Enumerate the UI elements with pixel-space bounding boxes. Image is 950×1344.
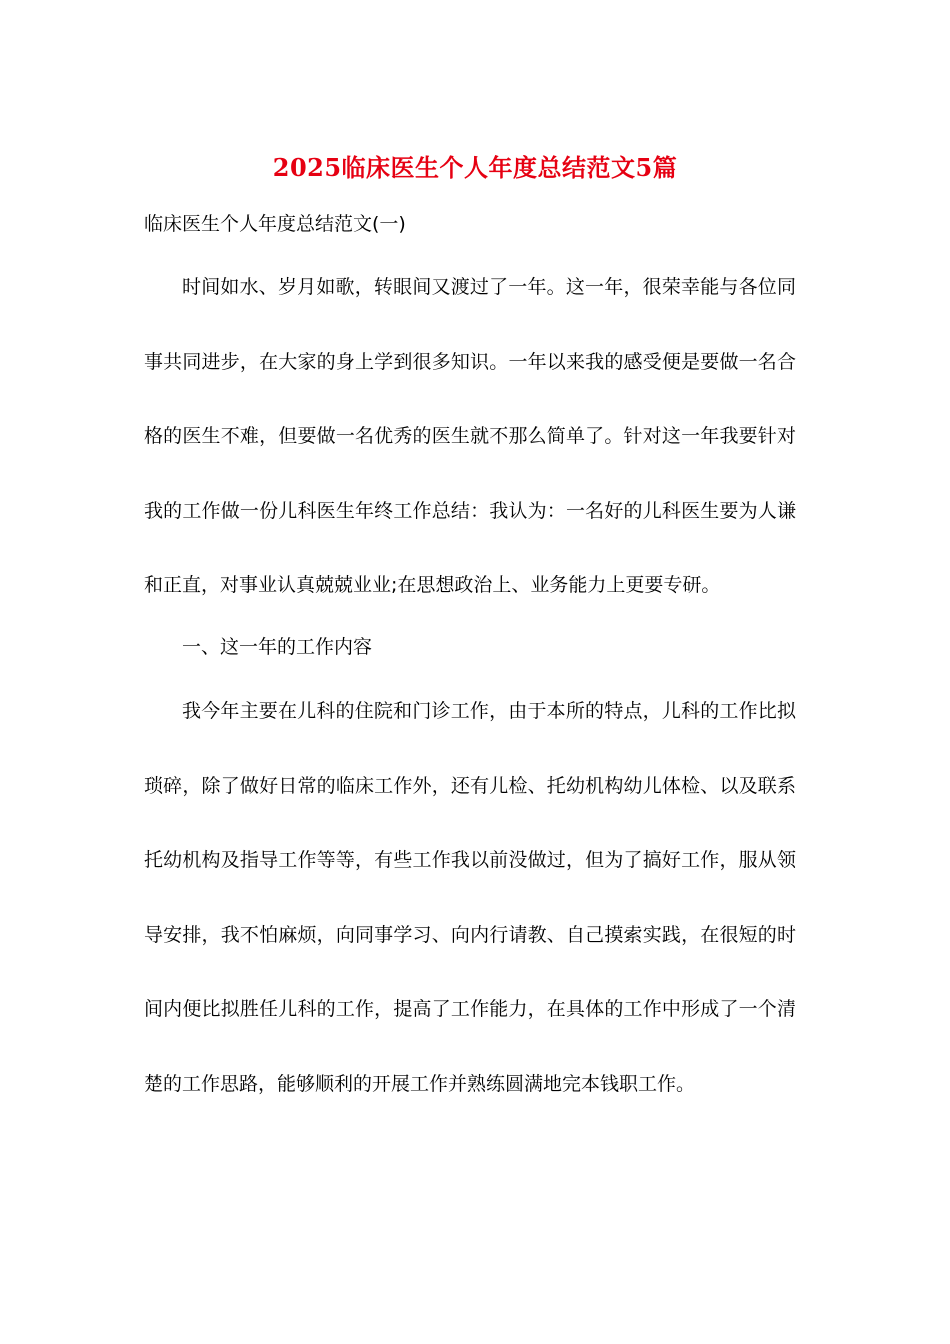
document-title: 2025临床医生个人年度总结范文5篇 [272,153,678,182]
paragraph-intro: 时间如水、岁月如歌，转眼间又渡过了一年。这一年，很荣幸能与各位同事共同进步，在大家的身上学到很多知识。一年以来我的感受便是要做一名合格的医生不难，但要做一名优秀的医生就不那么简单了。针对这一年我要针对我的工作做一份儿科医生年终工作总结：我认为：一名好的儿科医生要为人谦和正直，对事业认真兢兢业业;在思想政治上、业务能力上更要专研。 [144,276,796,596]
paragraph-work-content: 我今年主要在儿科的住院和门诊工作，由于本所的特点，儿科的工作比拟琐碎，除了做好日常的临床工作外，还有儿检、托幼机构幼儿体检、以及联系托幼机构及指导工作等等，有些工作我以前没做过，但为了搞好工作，服从领导安排，我不怕麻烦，向同事学习、向内行请教、自己摸索实践，在很短的时间内便比拟胜任儿科的工作，提高了工作能力，在具体的工作中形成了一个清楚的工作思路，能够顺利的开展工作并熟练圆满地完本钱职工作。 [144,700,796,1095]
section-heading: 一、这一年的工作内容 [182,636,373,658]
document-subtitle: 临床医生个人年度总结范文(一) [144,213,406,235]
